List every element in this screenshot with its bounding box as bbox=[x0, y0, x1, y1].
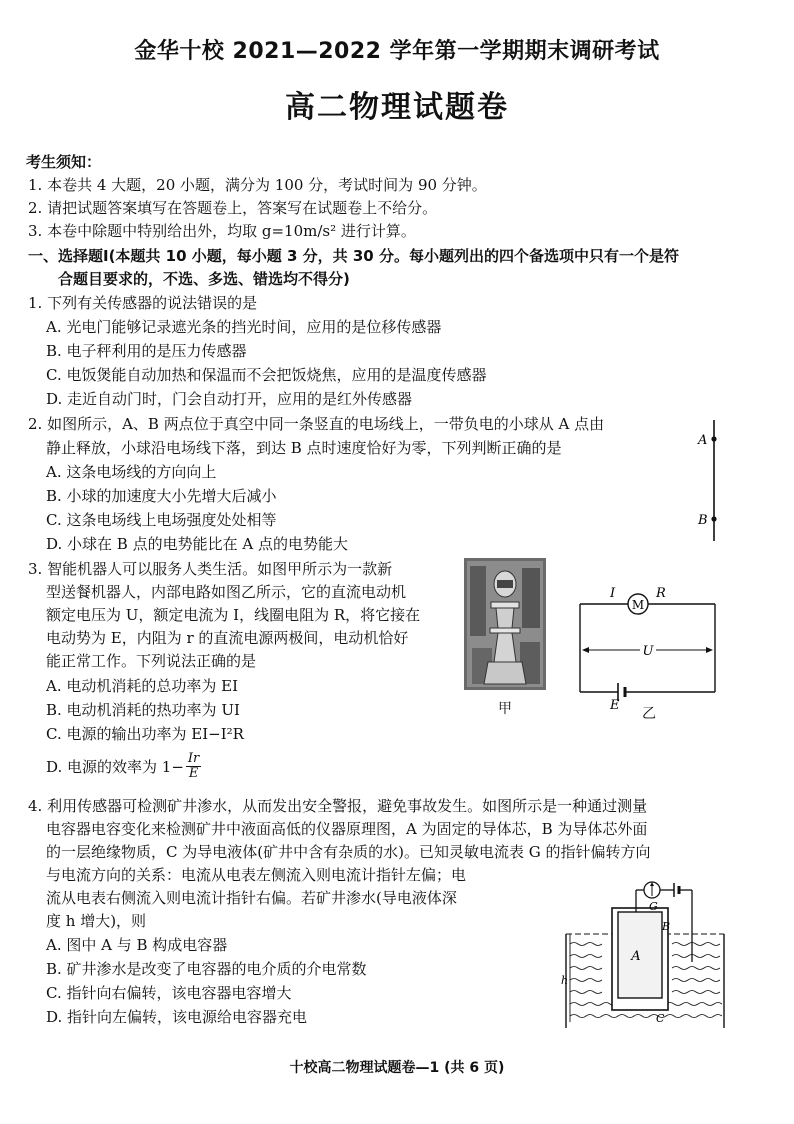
q4-capacitor-sensor-diagram bbox=[552, 872, 727, 1032]
point-b-dot bbox=[711, 516, 716, 521]
q4-option-a: A. 图中 A 与 B 构成电容器 bbox=[46, 936, 228, 954]
q4-stem-line-6: 度 h 增大)，则 bbox=[46, 912, 147, 930]
q3-option-b: B. 电动机消耗的热功率为 UI bbox=[46, 701, 240, 719]
q3-stem-line-1: 3. 智能机器人可以服务人类生活。如图甲所示为一款新 bbox=[28, 560, 393, 578]
q4-stem-line-4: 与电流方向的关系：电流从电表左侧流入则电流计指针左偏；电 bbox=[46, 866, 467, 884]
arrowhead-left bbox=[582, 647, 589, 653]
label-e: E bbox=[610, 698, 620, 712]
label-g: G bbox=[649, 900, 658, 913]
label-b: B bbox=[698, 513, 708, 528]
q3-option-d-text: D. 电源的效率为 1− bbox=[46, 757, 184, 776]
q2-stem-line-2: 静止释放，小球沿电场线下落，到达 B 点时速度恰好为零，下列判断正确的是 bbox=[46, 439, 562, 457]
q3-option-a: A. 电动机消耗的总功率为 EI bbox=[46, 677, 239, 695]
q4-stem-line-1: 4. 利用传感器可检测矿井渗水，从而发出安全警报，避免事故发生。如图所示是一种通过测量 bbox=[28, 797, 648, 815]
q1-option-b: B. 电子秤利用的是压力传感器 bbox=[46, 342, 247, 360]
page-footer: 十校高二物理试题卷—1 (共 6 页) bbox=[289, 1060, 505, 1076]
fraction-denominator: E bbox=[188, 766, 199, 781]
q1-option-a: A. 光电门能够记录遮光条的挡光时间，应用的是位移传感器 bbox=[46, 318, 442, 336]
q2-field-line-figure bbox=[690, 418, 740, 543]
q3-option-d bbox=[46, 752, 201, 781]
label-h: h bbox=[561, 974, 569, 987]
label-c: C bbox=[656, 1012, 665, 1025]
arrowhead-right bbox=[706, 647, 713, 653]
notice-item-1: 1. 本卷共 4 大题，20 小题，满分为 100 分，考试时间为 90 分钟。 bbox=[28, 176, 487, 194]
q4-stem-line-3: 的一层绝缘物质，C 为导电液体(矿井中含有杂质的水)。已知灵敏电流表 G 的指针偏转方向 bbox=[46, 843, 651, 861]
q4-stem-line-2: 电容器电容变化来检测矿井中液面高低的仪器原理图，A 为固定的导体芯，B 为导体芯外面 bbox=[46, 820, 648, 838]
q2-option-b: B. 小球的加速度大小先增大后减小 bbox=[46, 487, 277, 505]
q4-stem-line-5: 流从电表右侧流入则电流计指针右偏。若矿井渗水(导电液体深 bbox=[46, 889, 457, 907]
q3-figure-yi-caption: 乙 bbox=[642, 706, 656, 722]
q1-option-c: C. 电饭煲能自动加热和保温而不会把饭烧焦，应用的是温度传感器 bbox=[46, 366, 487, 384]
q3-option-d-fraction bbox=[186, 752, 201, 781]
label-r: R bbox=[656, 586, 666, 601]
fraction-numerator: Ir bbox=[187, 751, 200, 766]
notice-item-3: 3. 本卷中除题中特别给出外，均取 g=10m/s² 进行计算。 bbox=[28, 222, 416, 240]
paper-title: 高二物理试题卷 bbox=[285, 90, 509, 125]
q3-figure-jia-caption: 甲 bbox=[498, 701, 512, 717]
point-a-dot bbox=[711, 436, 716, 441]
q3-option-c: C. 电源的输出功率为 EI−I²R bbox=[46, 725, 244, 743]
q2-option-d: D. 小球在 B 点的电势能比在 A 点的电势能大 bbox=[46, 535, 348, 553]
q4-option-d: D. 指针向左偏转，该电源给电容器充电 bbox=[46, 1008, 308, 1026]
school-exam-title: 金华十校 2021—2022 学年第一学期期末调研考试 bbox=[134, 39, 660, 64]
label-b: B bbox=[662, 920, 671, 933]
q2-stem-line-1: 2. 如图所示，A、B 两点位于真空中同一条竖直的电场线上，一带负电的小球从 A 点由 bbox=[28, 415, 605, 433]
section-heading-line-2: 合题目要求的，不选、多选、错选均不得分) bbox=[58, 270, 350, 288]
q1-option-d: D. 走近自动门时，门会自动打开，应用的是红外传感器 bbox=[46, 390, 413, 408]
label-u: U bbox=[642, 644, 654, 659]
q3-stem-line-4: 电动势为 E，内阻为 r 的直流电源两极间，电动机恰好 bbox=[46, 629, 409, 647]
label-i: I bbox=[610, 586, 616, 601]
notice-heading: 考生须知： bbox=[26, 153, 102, 171]
label-a: A bbox=[698, 433, 708, 448]
q3-stem-line-5: 能正常工作。下列说法正确的是 bbox=[46, 652, 257, 670]
q3-stem-line-3: 额定电压为 U，额定电流为 I，线圈电阻为 R，将它接在 bbox=[46, 606, 421, 624]
q3-stem-line-2: 型送餐机器人，内部电路如图乙所示，它的直流电动机 bbox=[46, 583, 407, 601]
section-heading-line-1: 一、选择题Ⅰ(本题共 10 小题，每小题 3 分，共 30 分。每小题列出的四个备选项中只有一个是符 bbox=[28, 247, 679, 265]
q2-option-c: C. 这条电场线上电场强度处处相等 bbox=[46, 511, 277, 529]
q3-circuit-diagram bbox=[570, 582, 725, 712]
q4-option-b: B. 矿井渗水是改变了电容器的电介质的介电常数 bbox=[46, 960, 367, 978]
label-a: A bbox=[631, 949, 641, 964]
notice-item-2: 2. 请把试题答案填写在答题卷上，答案写在试题卷上不给分。 bbox=[28, 199, 438, 217]
q4-option-c: C. 指针向右偏转，该电容器电容增大 bbox=[46, 984, 292, 1002]
q3-robot-photo bbox=[464, 558, 546, 690]
q1-stem: 1. 下列有关传感器的说法错误的是 bbox=[28, 294, 258, 312]
q2-option-a: A. 这条电场线的方向向上 bbox=[46, 463, 217, 481]
motor-label: M bbox=[631, 598, 645, 612]
